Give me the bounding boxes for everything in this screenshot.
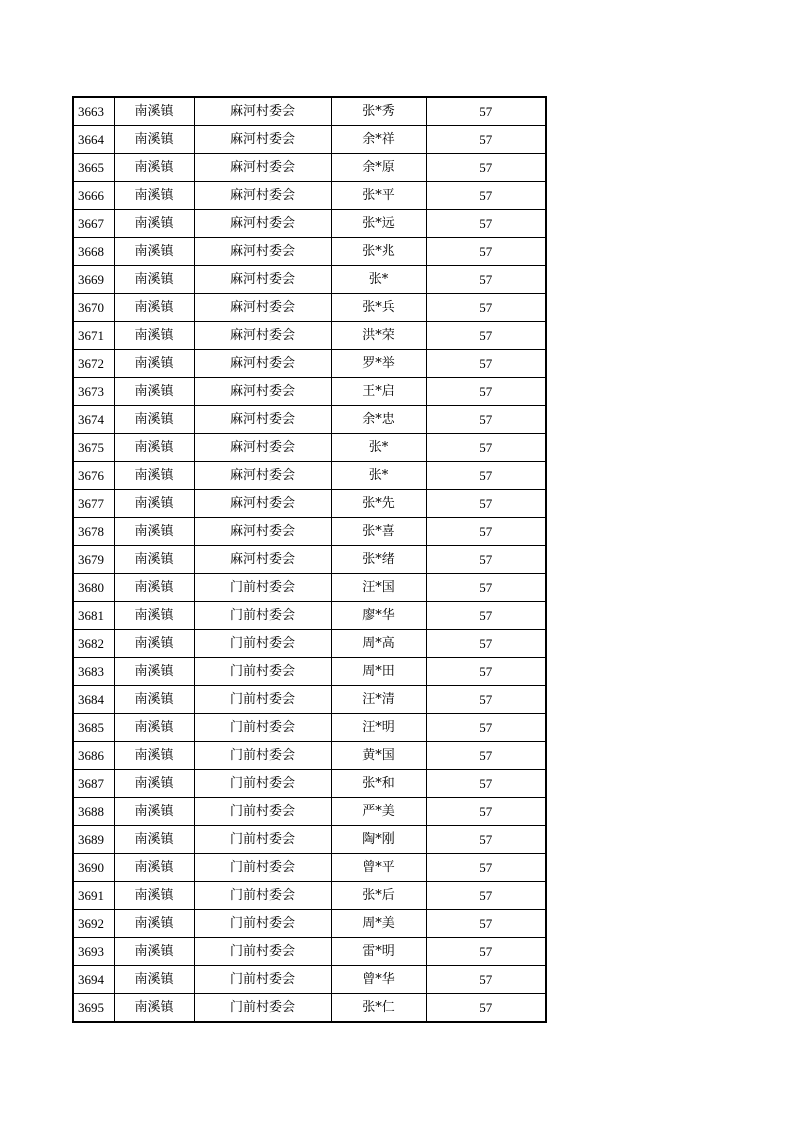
table-row <box>73 938 546 966</box>
village-cell: 麻河村委会 <box>194 350 331 378</box>
person-name-cell: 曾*华 <box>331 966 426 994</box>
age-cell: 57 <box>426 742 546 770</box>
age-cell: 57 <box>426 266 546 294</box>
age-cell: 57 <box>426 602 546 630</box>
person-name-cell: 洪*荣 <box>331 322 426 350</box>
table-row <box>73 826 546 854</box>
town-cell: 南溪镇 <box>114 826 194 854</box>
town-cell: 南溪镇 <box>114 966 194 994</box>
table-row <box>73 714 546 742</box>
age-cell: 57 <box>426 770 546 798</box>
age-cell: 57 <box>426 378 546 406</box>
village-cell: 门前村委会 <box>194 602 331 630</box>
village-cell: 麻河村委会 <box>194 462 331 490</box>
table-row <box>73 882 546 910</box>
town-cell: 南溪镇 <box>114 350 194 378</box>
person-name-cell: 张* <box>331 434 426 462</box>
village-cell: 门前村委会 <box>194 770 331 798</box>
village-cell: 门前村委会 <box>194 882 331 910</box>
table-row <box>73 546 546 574</box>
row-number-cell: 3689 <box>73 826 114 854</box>
village-cell: 门前村委会 <box>194 658 331 686</box>
age-cell: 57 <box>426 126 546 154</box>
row-number-cell: 3691 <box>73 882 114 910</box>
row-number-cell: 3668 <box>73 238 114 266</box>
town-cell: 南溪镇 <box>114 630 194 658</box>
table-row <box>73 378 546 406</box>
village-cell: 门前村委会 <box>194 910 331 938</box>
person-name-cell: 严*美 <box>331 798 426 826</box>
person-name-cell: 张*仁 <box>331 994 426 1023</box>
spreadsheet-page <box>72 96 547 1023</box>
village-cell: 门前村委会 <box>194 966 331 994</box>
table-row <box>73 294 546 322</box>
table-row <box>73 658 546 686</box>
village-cell: 麻河村委会 <box>194 126 331 154</box>
town-cell: 南溪镇 <box>114 490 194 518</box>
town-cell: 南溪镇 <box>114 546 194 574</box>
person-name-cell: 廖*华 <box>331 602 426 630</box>
table-row <box>73 182 546 210</box>
age-cell: 57 <box>426 630 546 658</box>
person-name-cell: 张*远 <box>331 210 426 238</box>
age-cell: 57 <box>426 686 546 714</box>
town-cell: 南溪镇 <box>114 182 194 210</box>
age-cell: 57 <box>426 854 546 882</box>
row-number-cell: 3674 <box>73 406 114 434</box>
data-table <box>72 96 547 1023</box>
row-number-cell: 3695 <box>73 994 114 1023</box>
table-row <box>73 462 546 490</box>
row-number-cell: 3694 <box>73 966 114 994</box>
person-name-cell: 张*和 <box>331 770 426 798</box>
village-cell: 门前村委会 <box>194 714 331 742</box>
town-cell: 南溪镇 <box>114 742 194 770</box>
age-cell: 57 <box>426 434 546 462</box>
person-name-cell: 汪*国 <box>331 574 426 602</box>
person-name-cell: 雷*明 <box>331 938 426 966</box>
village-cell: 门前村委会 <box>194 994 331 1023</box>
table-row <box>73 406 546 434</box>
village-cell: 麻河村委会 <box>194 434 331 462</box>
town-cell: 南溪镇 <box>114 462 194 490</box>
village-cell: 门前村委会 <box>194 574 331 602</box>
age-cell: 57 <box>426 798 546 826</box>
person-name-cell: 周*高 <box>331 630 426 658</box>
row-number-cell: 3666 <box>73 182 114 210</box>
row-number-cell: 3670 <box>73 294 114 322</box>
village-cell: 门前村委会 <box>194 742 331 770</box>
town-cell: 南溪镇 <box>114 770 194 798</box>
person-name-cell: 周*美 <box>331 910 426 938</box>
village-cell: 麻河村委会 <box>194 546 331 574</box>
village-cell: 麻河村委会 <box>194 378 331 406</box>
town-cell: 南溪镇 <box>114 294 194 322</box>
village-cell: 门前村委会 <box>194 826 331 854</box>
age-cell: 57 <box>426 966 546 994</box>
row-number-cell: 3690 <box>73 854 114 882</box>
town-cell: 南溪镇 <box>114 574 194 602</box>
table-row <box>73 266 546 294</box>
table-row <box>73 742 546 770</box>
age-cell: 57 <box>426 97 546 126</box>
person-name-cell: 黄*国 <box>331 742 426 770</box>
row-number-cell: 3671 <box>73 322 114 350</box>
age-cell: 57 <box>426 490 546 518</box>
table-body <box>73 97 546 1022</box>
row-number-cell: 3675 <box>73 434 114 462</box>
person-name-cell: 张*兵 <box>331 294 426 322</box>
village-cell: 麻河村委会 <box>194 518 331 546</box>
row-number-cell: 3683 <box>73 658 114 686</box>
town-cell: 南溪镇 <box>114 238 194 266</box>
age-cell: 57 <box>426 462 546 490</box>
person-name-cell: 曾*平 <box>331 854 426 882</box>
table-row <box>73 966 546 994</box>
row-number-cell: 3682 <box>73 630 114 658</box>
town-cell: 南溪镇 <box>114 714 194 742</box>
person-name-cell: 张*后 <box>331 882 426 910</box>
table-row <box>73 434 546 462</box>
row-number-cell: 3677 <box>73 490 114 518</box>
age-cell: 57 <box>426 938 546 966</box>
row-number-cell: 3673 <box>73 378 114 406</box>
table-row <box>73 686 546 714</box>
village-cell: 麻河村委会 <box>194 154 331 182</box>
age-cell: 57 <box>426 658 546 686</box>
town-cell: 南溪镇 <box>114 854 194 882</box>
age-cell: 57 <box>426 910 546 938</box>
age-cell: 57 <box>426 714 546 742</box>
table-row <box>73 854 546 882</box>
row-number-cell: 3681 <box>73 602 114 630</box>
age-cell: 57 <box>426 238 546 266</box>
person-name-cell: 张* <box>331 462 426 490</box>
row-number-cell: 3687 <box>73 770 114 798</box>
row-number-cell: 3692 <box>73 910 114 938</box>
table-row <box>73 154 546 182</box>
village-cell: 麻河村委会 <box>194 322 331 350</box>
village-cell: 麻河村委会 <box>194 294 331 322</box>
person-name-cell: 周*田 <box>331 658 426 686</box>
row-number-cell: 3679 <box>73 546 114 574</box>
village-cell: 麻河村委会 <box>194 182 331 210</box>
age-cell: 57 <box>426 406 546 434</box>
town-cell: 南溪镇 <box>114 210 194 238</box>
age-cell: 57 <box>426 294 546 322</box>
person-name-cell: 余*祥 <box>331 126 426 154</box>
table-row <box>73 238 546 266</box>
person-name-cell: 张* <box>331 266 426 294</box>
town-cell: 南溪镇 <box>114 938 194 966</box>
village-cell: 门前村委会 <box>194 686 331 714</box>
age-cell: 57 <box>426 546 546 574</box>
town-cell: 南溪镇 <box>114 154 194 182</box>
age-cell: 57 <box>426 210 546 238</box>
village-cell: 麻河村委会 <box>194 406 331 434</box>
person-name-cell: 汪*明 <box>331 714 426 742</box>
age-cell: 57 <box>426 182 546 210</box>
row-number-cell: 3684 <box>73 686 114 714</box>
table-row <box>73 350 546 378</box>
town-cell: 南溪镇 <box>114 266 194 294</box>
town-cell: 南溪镇 <box>114 378 194 406</box>
row-number-cell: 3686 <box>73 742 114 770</box>
row-number-cell: 3663 <box>73 97 114 126</box>
person-name-cell: 王*启 <box>331 378 426 406</box>
person-name-cell: 张*绪 <box>331 546 426 574</box>
town-cell: 南溪镇 <box>114 798 194 826</box>
row-number-cell: 3669 <box>73 266 114 294</box>
town-cell: 南溪镇 <box>114 994 194 1023</box>
person-name-cell: 陶*刚 <box>331 826 426 854</box>
row-number-cell: 3678 <box>73 518 114 546</box>
row-number-cell: 3680 <box>73 574 114 602</box>
town-cell: 南溪镇 <box>114 126 194 154</box>
age-cell: 57 <box>426 574 546 602</box>
town-cell: 南溪镇 <box>114 406 194 434</box>
age-cell: 57 <box>426 350 546 378</box>
table-row <box>73 210 546 238</box>
town-cell: 南溪镇 <box>114 97 194 126</box>
row-number-cell: 3664 <box>73 126 114 154</box>
table-row <box>73 910 546 938</box>
table-row <box>73 602 546 630</box>
age-cell: 57 <box>426 826 546 854</box>
row-number-cell: 3665 <box>73 154 114 182</box>
person-name-cell: 张*兆 <box>331 238 426 266</box>
village-cell: 门前村委会 <box>194 630 331 658</box>
town-cell: 南溪镇 <box>114 658 194 686</box>
town-cell: 南溪镇 <box>114 910 194 938</box>
person-name-cell: 张*秀 <box>331 97 426 126</box>
person-name-cell: 张*先 <box>331 490 426 518</box>
row-number-cell: 3667 <box>73 210 114 238</box>
row-number-cell: 3672 <box>73 350 114 378</box>
row-number-cell: 3693 <box>73 938 114 966</box>
table-row <box>73 126 546 154</box>
table-row <box>73 490 546 518</box>
table-row <box>73 994 546 1023</box>
village-cell: 麻河村委会 <box>194 238 331 266</box>
table-row <box>73 630 546 658</box>
person-name-cell: 汪*清 <box>331 686 426 714</box>
town-cell: 南溪镇 <box>114 322 194 350</box>
age-cell: 57 <box>426 882 546 910</box>
row-number-cell: 3685 <box>73 714 114 742</box>
table-row <box>73 322 546 350</box>
age-cell: 57 <box>426 994 546 1023</box>
village-cell: 麻河村委会 <box>194 97 331 126</box>
person-name-cell: 余*忠 <box>331 406 426 434</box>
row-number-cell: 3688 <box>73 798 114 826</box>
person-name-cell: 张*平 <box>331 182 426 210</box>
table-row <box>73 518 546 546</box>
village-cell: 麻河村委会 <box>194 210 331 238</box>
age-cell: 57 <box>426 154 546 182</box>
village-cell: 麻河村委会 <box>194 266 331 294</box>
town-cell: 南溪镇 <box>114 602 194 630</box>
table-row <box>73 798 546 826</box>
age-cell: 57 <box>426 322 546 350</box>
village-cell: 麻河村委会 <box>194 490 331 518</box>
age-cell: 57 <box>426 518 546 546</box>
person-name-cell: 余*原 <box>331 154 426 182</box>
person-name-cell: 罗*举 <box>331 350 426 378</box>
village-cell: 门前村委会 <box>194 798 331 826</box>
row-number-cell: 3676 <box>73 462 114 490</box>
town-cell: 南溪镇 <box>114 686 194 714</box>
town-cell: 南溪镇 <box>114 518 194 546</box>
town-cell: 南溪镇 <box>114 882 194 910</box>
village-cell: 门前村委会 <box>194 854 331 882</box>
table-row <box>73 574 546 602</box>
town-cell: 南溪镇 <box>114 434 194 462</box>
person-name-cell: 张*喜 <box>331 518 426 546</box>
table-row <box>73 770 546 798</box>
village-cell: 门前村委会 <box>194 938 331 966</box>
table-row <box>73 97 546 126</box>
